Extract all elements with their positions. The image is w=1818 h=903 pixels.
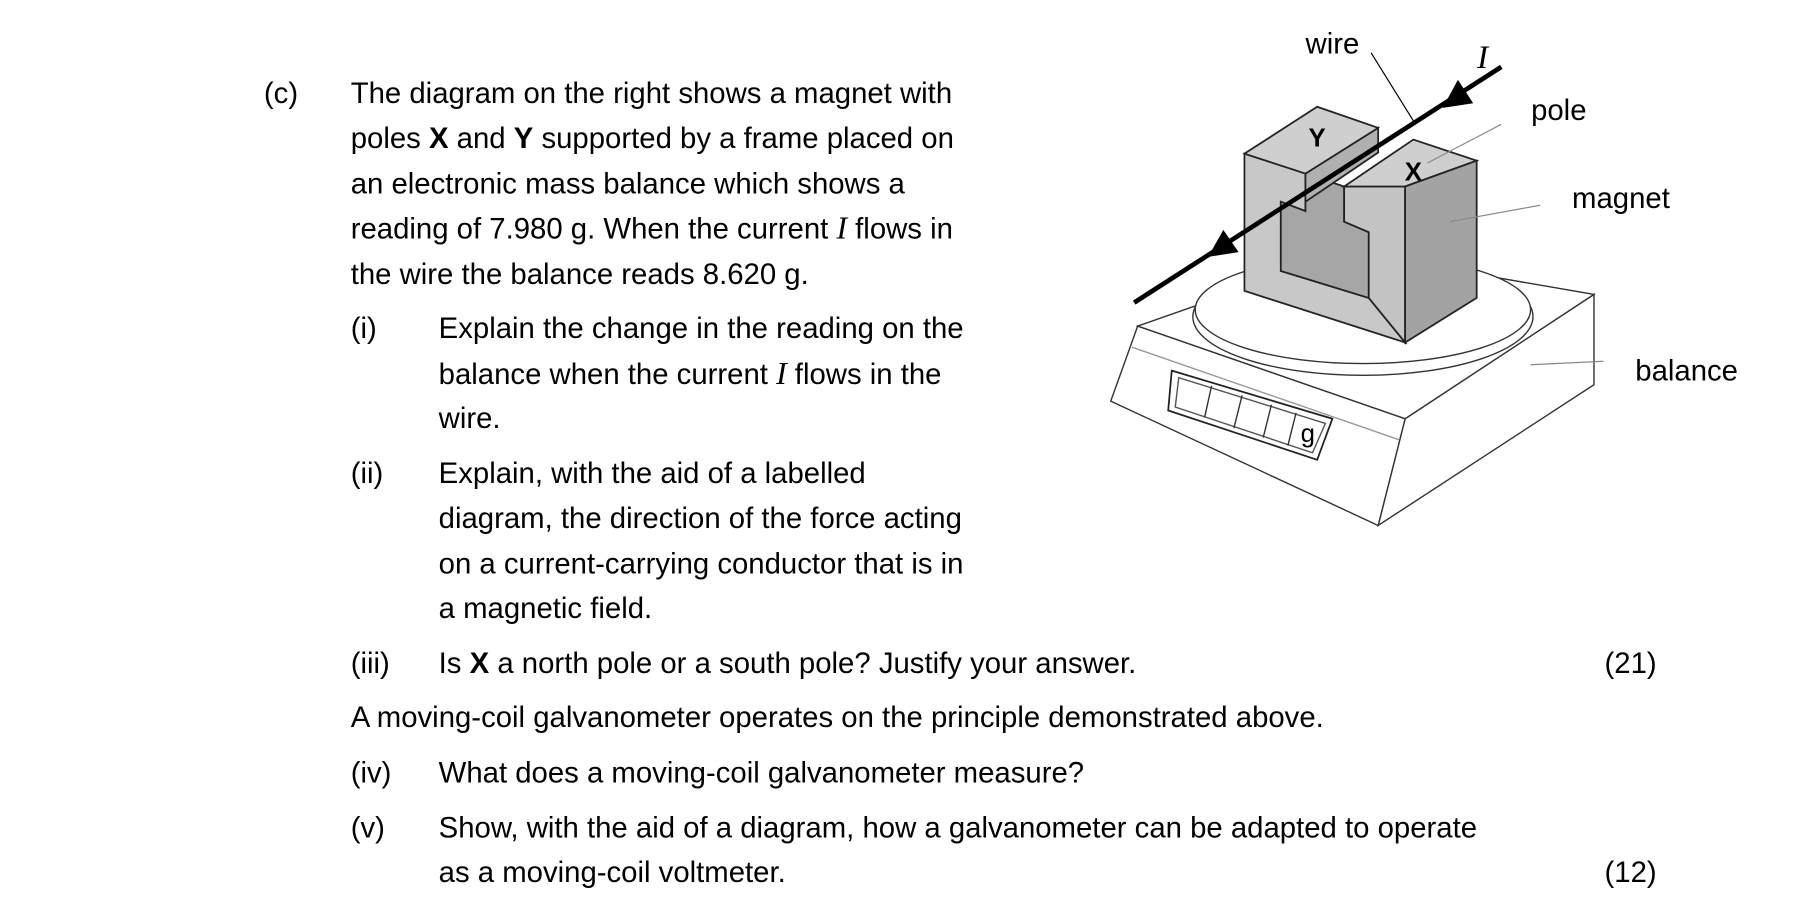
item-label-v: (v)	[350, 811, 385, 845]
wire-leader	[1371, 53, 1413, 121]
text: a north pole or a south pole? Justify your answer.	[489, 647, 1137, 681]
item-label-iii: (iii)	[350, 647, 390, 681]
pole-x-ref: X	[428, 121, 449, 155]
text: supported by a frame placed on	[533, 121, 954, 155]
current-arrow-icon	[1443, 80, 1473, 108]
current-label: I	[1477, 39, 1489, 77]
text: poles	[350, 121, 429, 155]
current-arrow-icon	[1208, 230, 1238, 257]
wire-label: wire	[1305, 27, 1360, 61]
text: balance when the current	[438, 358, 777, 392]
item-ii-line-2: diagram, the direction of the force acting	[438, 502, 962, 535]
item-ii-line-4: a magnetic field.	[438, 592, 653, 626]
item-ii-line-3: on a current-carrying conductor that is in	[438, 547, 964, 581]
text: and	[448, 121, 514, 155]
current-symbol: I	[836, 210, 848, 246]
intro-line-5: the wire the balance reads 8.620 g.	[350, 258, 809, 291]
pole-x-ref: X	[469, 647, 490, 681]
pole-y-label: Y	[1308, 123, 1326, 153]
marks-21: (21)	[1604, 647, 1657, 681]
intro-line-3: an electronic mass balance which shows a	[350, 167, 905, 201]
item-i-line-3: wire.	[438, 402, 501, 436]
item-i-line-1: Explain the change in the reading on the	[438, 311, 964, 345]
item-ii-line-1: Explain, with the aid of a labelled	[438, 457, 866, 491]
item-label-iv: (iv)	[350, 756, 392, 790]
magnet-label: magnet	[1572, 182, 1670, 216]
balance-label: balance	[1635, 354, 1738, 388]
text: flows in	[847, 212, 953, 246]
unit-g-label: g	[1300, 418, 1315, 449]
item-label-i: (i)	[350, 311, 377, 345]
intro-line-1: The diagram on the right shows a magnet with	[350, 77, 953, 111]
item-iv-line-1: What does a moving-coil galvanometer measure?	[438, 756, 1085, 790]
part-label: (c)	[263, 77, 299, 111]
pole-y-ref: Y	[513, 121, 534, 155]
pole-x-label: X	[1404, 157, 1422, 187]
text: reading of 7.980 g. When the current	[350, 212, 837, 246]
item-v-line-1: Show, with the aid of a diagram, how a galvanometer can be adapted to operate	[438, 811, 1478, 845]
item-v-line-2: as a moving-coil voltmeter.	[438, 856, 786, 890]
statement: A moving-coil galvanometer operates on the principle demonstrated above.	[350, 701, 1324, 735]
current-symbol: I	[776, 355, 787, 392]
marks-12: (12)	[1604, 856, 1657, 890]
pole-label: pole	[1531, 94, 1587, 128]
item-label-ii: (ii)	[350, 457, 384, 491]
text: flows in the	[786, 358, 942, 392]
text: Is	[438, 647, 470, 681]
